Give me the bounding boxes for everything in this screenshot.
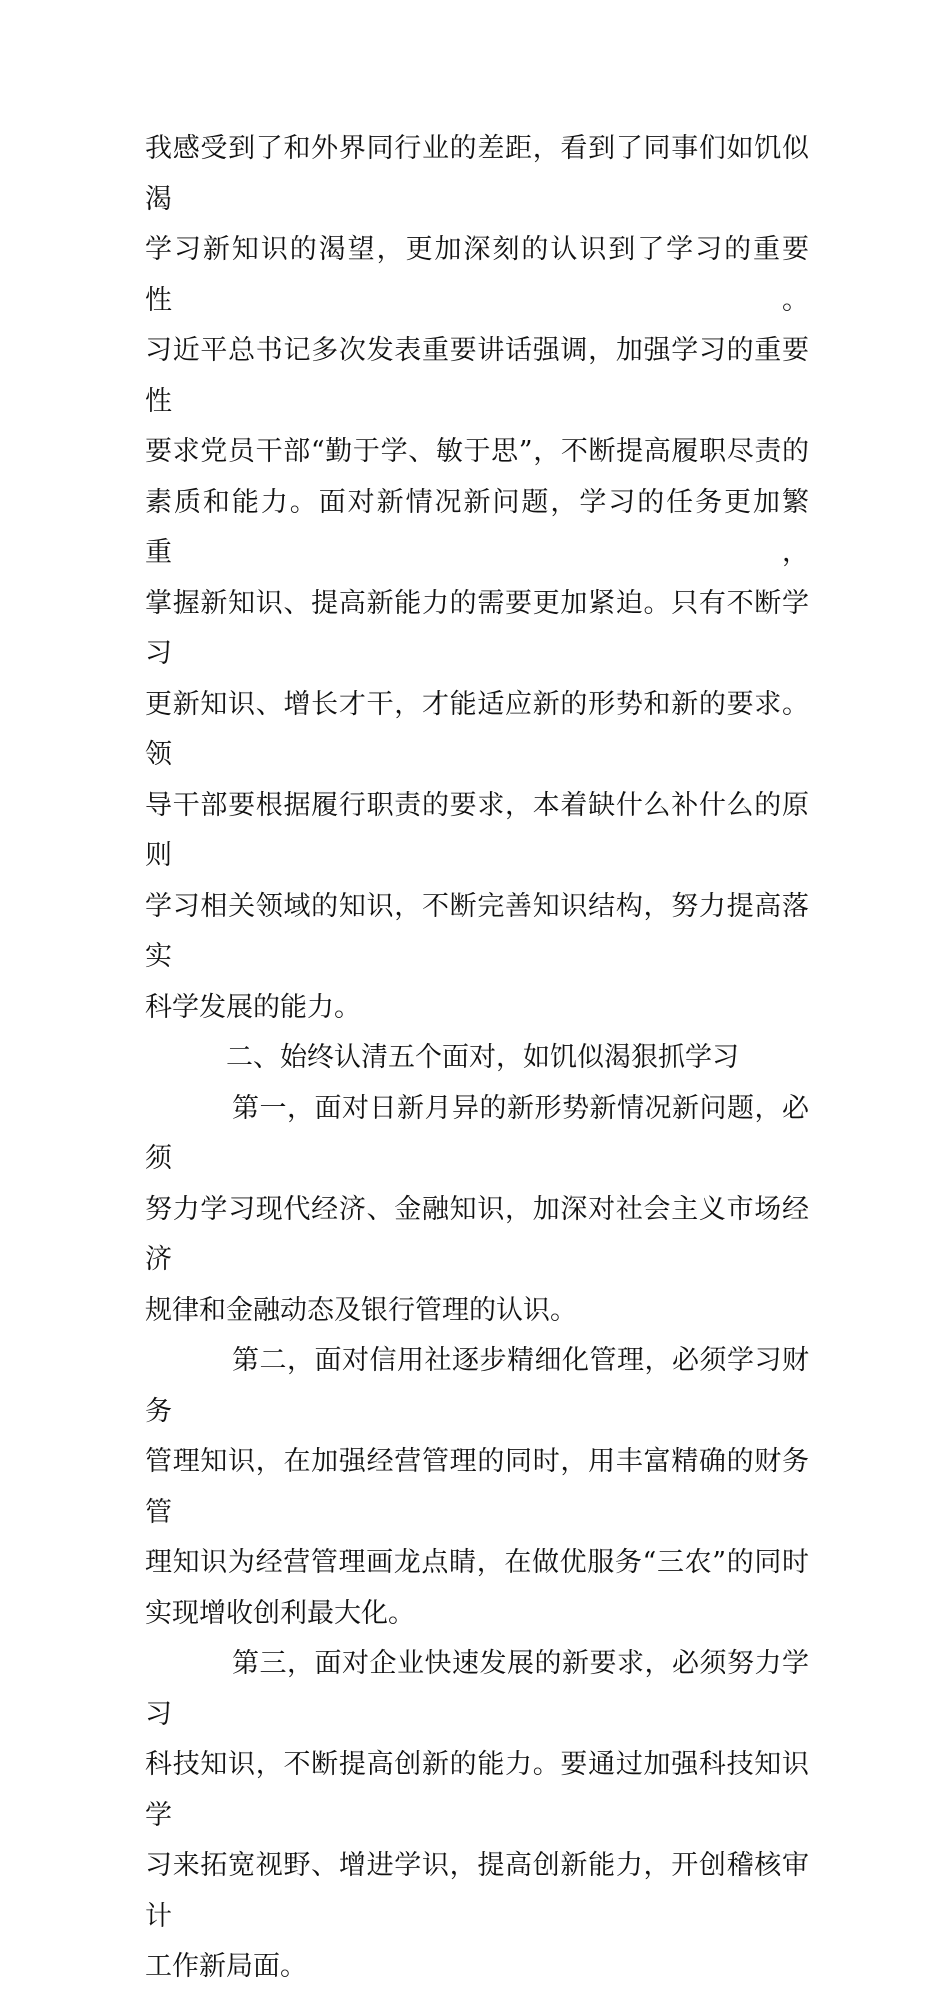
text-line: 第三，面对企业快速发展的新要求，必须努力学习 bbox=[145, 1648, 809, 1730]
text-line: 实现增收创利最大化。 bbox=[145, 1597, 415, 1629]
text-line: 第二，面对信用社逐步精细化管理，必须学习财务 bbox=[145, 1345, 809, 1427]
text-line: 科技知识，不断提高创新的能力。要通过加强科技知识学 bbox=[145, 1749, 809, 1831]
document-body bbox=[145, 124, 809, 1993]
paragraph-third-point bbox=[145, 1639, 809, 1993]
section-heading bbox=[145, 1033, 809, 1084]
text-line: 管理知识，在加强经营管理的同时，用丰富精确的财务管 bbox=[145, 1446, 809, 1528]
text-line: 要求党员干部“勤于学、敏于思”，不断提高履职尽责的 bbox=[145, 436, 809, 467]
text-line: 科学发展的能力。 bbox=[145, 991, 361, 1023]
paragraph-first-point bbox=[145, 1084, 809, 1337]
section-heading-text: 二、始终认清五个面对，如饥似渴狠抓学习 bbox=[226, 1042, 739, 1073]
text-line: 习近平总书记多次发表重要讲话强调，加强学习的重要性 bbox=[145, 335, 809, 417]
text-line: 努力学习现代经济、金融知识，加深对社会主义市场经济 bbox=[145, 1193, 809, 1275]
text-line: 导干部要根据履行职责的要求，本着缺什么补什么的原则 bbox=[145, 789, 809, 871]
text-line: 更新知识、增长才干，才能适应新的形势和新的要求。领 bbox=[145, 688, 809, 770]
text-line: 学习新知识的渴望，更加深刻的认识到了学习的重要性。 bbox=[145, 234, 809, 316]
text-line: 第一，面对日新月异的新形势新情况新问题，必须 bbox=[145, 1092, 809, 1174]
text-line: 素质和能力。面对新情况新问题，学习的任务更加繁重， bbox=[145, 486, 809, 568]
text-line: 理知识为经营管理画龙点睛，在做优服务“三农”的同时 bbox=[145, 1547, 809, 1578]
text-line: 习来拓宽视野、增进学识，提高创新能力，开创稽核审计 bbox=[145, 1850, 809, 1932]
text-line: 我感受到了和外界同行业的差距，看到了同事们如饥似渴 bbox=[145, 133, 809, 215]
paragraph-second-point bbox=[145, 1336, 809, 1639]
text-line: 规律和金融动态及银行管理的认识。 bbox=[145, 1294, 577, 1326]
text-line: 学习相关领域的知识，不断完善知识结构，努力提高落实 bbox=[145, 890, 809, 972]
text-line: 掌握新知识、提高新能力的需要更加紧迫。只有不断学习 bbox=[145, 587, 809, 669]
paragraph-learning-importance bbox=[145, 124, 809, 1033]
text-line: 工作新局面。 bbox=[145, 1951, 307, 1982]
